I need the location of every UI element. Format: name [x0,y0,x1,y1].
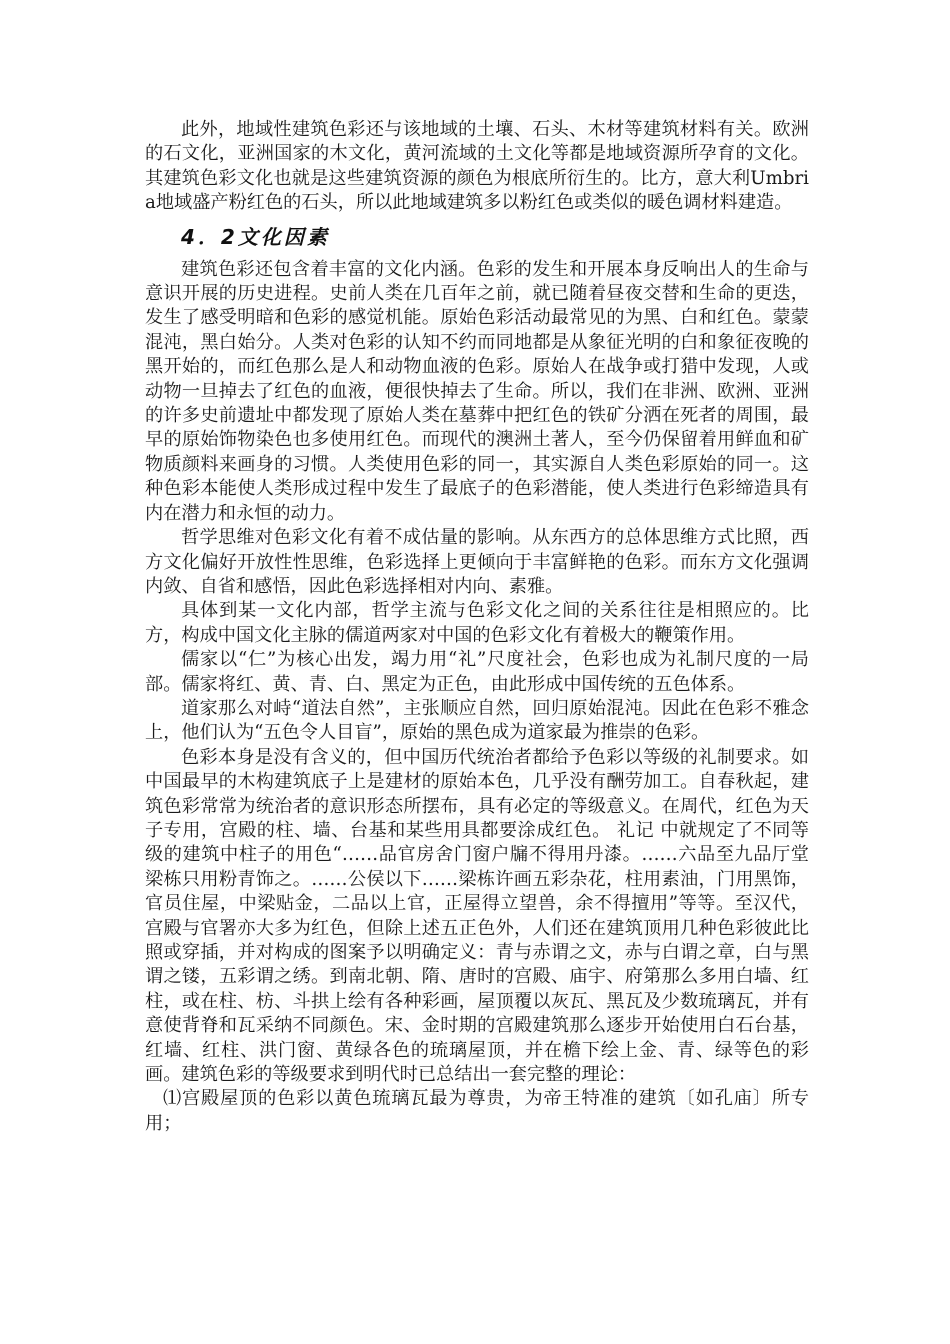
body-paragraph-3: 具体到某一文化内部，哲学主流与色彩文化之间的关系往往是相照应的。比方，构成中国文化主脉的儒道两家对中国的色彩文化有着极大的鞭策作用。 [145,600,809,646]
body-paragraph-2: 哲学思维对色彩文化有着不成估量的影响。从东西方的总体思维方式比照，西方文化偏好开放性性思维，色彩选择上更倾向于丰富鲜艳的色彩。而东方文化强调内敛、自省和感悟，因此色彩选择相对内向、素雅。 [145,527,809,597]
list-item: ⑴宫殿屋顶的色彩以黄色琉璃瓦最为尊贵，为帝王特准的建筑〔如孔庙〕所专用； [145,1088,809,1134]
body-paragraph-6: 色彩本身是没有含义的，但中国历代统治者都给予色彩以等级的礼制要求。如中国最早的木构建筑底子上是建材的原始本色，几乎没有酬劳加工。自春秋起，建筑色彩常常为统治者的意识形态所摆布，具有必定的等级意义。在周代，红色为天子专用，宫殿的柱、墙、台基和某些用具都要涂成红色。 礼记 中就规定了不同等级的建筑中柱子的用色“……品官房舍门窗户牖不得用丹漆。……六品至九品厅堂梁栋只用粉青饰之。……公侯以下……梁栋许画五彩杂花，柱用素油，门用黑饰，官员住屋，中梁贴金，二品以上官，正屋得立望兽，余不得擅用”等等。至汉代，宫殿与官署亦大多为红色，但除上述五正色外，人们还在建筑顶用几种色彩彼此比照或穿插，并对构成的图案予以明确定义：青与赤谓之文，赤与白谓之章，白与黑谓之镂，五彩谓之绣。到南北朝、隋、唐时的宫殿、庙宇、府第那么多用白墙、红柱，或在柱、枋、斗拱上绘有各种彩画，屋顶覆以灰瓦、黑瓦及少数琉璃瓦，并有意使背脊和瓦采纳不同颜色。宋、金时期的宫殿建筑那么逐步开始使用白石台基，红墙、红柱、洪门窗、黄绿各色的琉璃屋顶，并在檐下绘上金、青、绿等色的彩画。建筑色彩的等级要求到明代时已总结出一套完整的理论： [145,746,809,1086]
section-heading: 4．2文化因素 [181,224,330,249]
body-paragraph-1: 建筑色彩还包含着丰富的文化内涵。色彩的发生和开展本身反响出人的生命与意识开展的历史进程。史前人类在几百年之前，就已随着昼夜交替和生命的更迭，发生了感受明暗和色彩的感觉机能。原始色彩活动最常见的为黑、白和红色。蒙蒙混沌，黑白始分。人类对色彩的认知不约而同地都是从象征光明的白和象征夜晚的黑开始的，而红色那么是人和动物血液的色彩。原始人在战争或打猎中发现，人或动物一旦掉去了红色的血液，便很快掉去了生命。所以，我们在非洲、欧洲、亚洲的许多史前遗址中都发现了原始人类在墓葬中把红色的铁矿分洒在死者的周围，最早的原始饰物染色也多使用红色。而现代的澳洲土著人，至今仍保留着用鲜血和矿物质颜料来画身的习惯。人类使用色彩的同一，其实源自人类色彩原始的同一。这种色彩本能使人类形成过程中发生了最底子的色彩潜能，使人类进行色彩缔造具有内在潜力和永恒的动力。 [145,258,809,524]
body-paragraph-4: 儒家以“仁”为核心出发，竭力用“礼”尺度社会，色彩也成为礼制尺度的一局部。儒家将红、黄、青、白、黑定为正色，由此形成中国传统的五色体系。 [145,649,809,695]
intro-paragraph: 此外，地域性建筑色彩还与该地域的土壤、石头、木材等建筑材料有关。欧洲的石文化，亚洲国家的木文化，黄河流域的土文化等都是地域资源所孕育的文化。其建筑色彩文化也就是这些建筑资源的颜色为根底所衍生的。比方，意大利Umbria地域盛产粉红色的石头，所以此地域建筑多以粉红色或类似的暖色调材料建造。 [145,119,809,214]
document-page [145,118,809,1136]
body-paragraph-5: 道家那么对峙“道法自然”，主张顺应自然，回归原始混沌。因此在色彩不雅念上，他们认为“五色令人目盲”，原始的黑色成为道家最为推崇的色彩。 [145,697,809,744]
